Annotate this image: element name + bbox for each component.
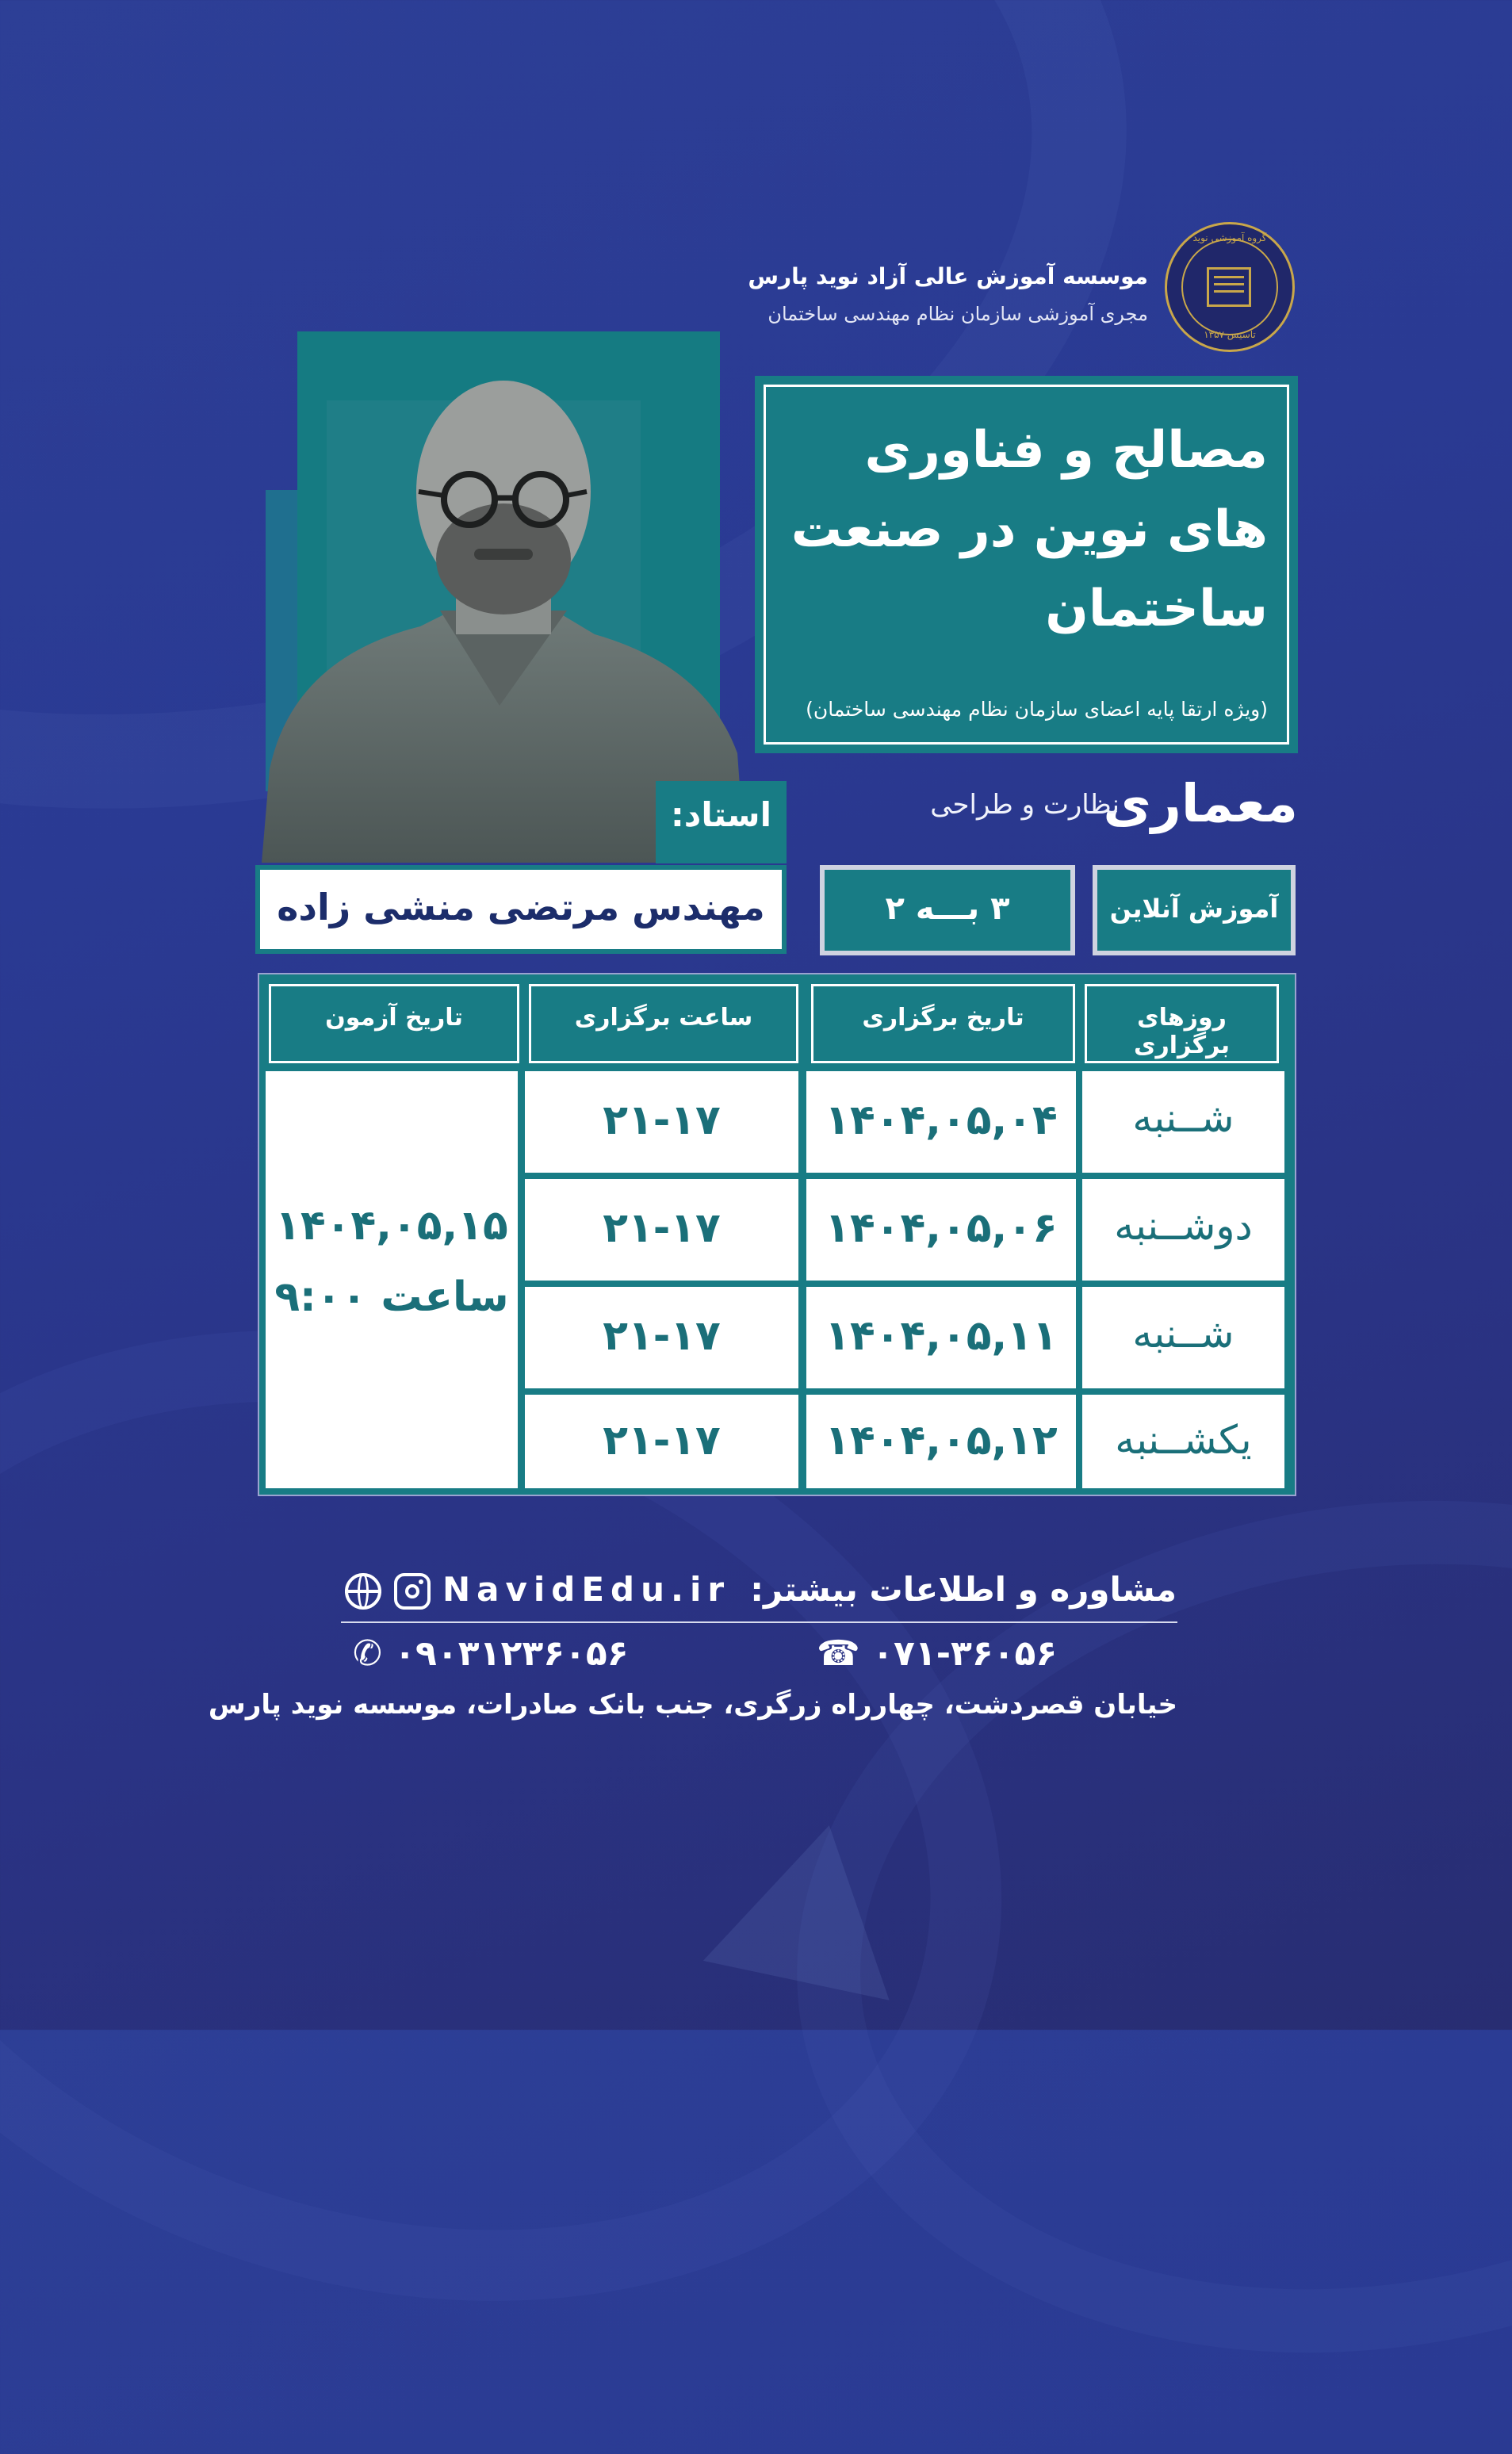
mobile-number: ۰۹۰۳۱۲۳۶۰۵۶ (394, 1633, 629, 1674)
telephone-icon: ☎ (817, 1633, 860, 1674)
table-row-3-day (1082, 1287, 1284, 1388)
course-field: معماری (1103, 773, 1298, 834)
course-note: (ویژه ارتقا پایه اعضای سازمان نظام مهندسی ساختمان) (806, 698, 1268, 721)
exam-time: ساعت ۹:۰۰ (274, 1273, 509, 1321)
table-row-2-time (525, 1179, 798, 1281)
institute-subtitle: مجری آموزشی سازمان نظام مهندسی ساختمان (767, 303, 1148, 325)
table-row-4-date (806, 1395, 1076, 1488)
day-label: شــنبه (1132, 1095, 1234, 1141)
header-exam-label: تاریخ آزمون (325, 1004, 463, 1032)
institute-logo (1165, 222, 1295, 352)
time-value: ۲۱-۱۷ (603, 1204, 721, 1252)
date-value: ۱۴۰۴,۰۵,۰۶ (825, 1204, 1058, 1252)
date-value: ۱۴۰۴,۰۵,۱۱ (825, 1312, 1058, 1360)
day-label: دوشــنبه (1114, 1203, 1253, 1249)
logo-book-icon (1207, 267, 1251, 307)
website-link[interactable]: NavidEdu.ir (442, 1570, 731, 1609)
logo-ring (1181, 239, 1278, 335)
header-days-label: روزهای برگزاری (1133, 1004, 1231, 1059)
mobile-row[interactable] (353, 1633, 629, 1674)
course-field-sub: نظارت و طراحی (930, 789, 1120, 821)
landline-number: ۰۷۱-۳۶۰۵۶ (872, 1633, 1058, 1674)
header-date-label: تاریخ برگزاری (862, 1004, 1024, 1032)
header-time-label: ساعت برگزاری (574, 1004, 753, 1032)
mode-badge (1093, 865, 1296, 955)
table-row-2-date (806, 1179, 1076, 1281)
table-row-3-date (806, 1287, 1076, 1388)
header-time (529, 984, 798, 1063)
date-value: ۱۴۰۴,۰۵,۰۴ (825, 1097, 1058, 1144)
day-label: یکشــنبه (1115, 1417, 1252, 1463)
landline-row[interactable] (817, 1633, 1057, 1674)
time-value: ۲۱-۱۷ (603, 1312, 721, 1360)
table-row-4-time (525, 1395, 798, 1488)
ratio-label: ۳ بـــه ۲ (885, 890, 1010, 927)
phone-icon: ✆ (353, 1633, 382, 1674)
consult-label: مشاوره و اطلاعات بیشتر: (750, 1570, 1177, 1609)
header-date (811, 984, 1075, 1063)
course-title-box (755, 376, 1298, 753)
instructor-label: استاد: (671, 795, 771, 834)
logo-text-top: گروه آموزشی نوید (1192, 232, 1267, 243)
table-row-4-day (1082, 1395, 1284, 1488)
time-value: ۲۱-۱۷ (603, 1097, 721, 1144)
header-days (1085, 984, 1279, 1063)
course-title: مصالح و فناوری های نوین در صنعت ساختمان (790, 421, 1268, 638)
table-row-1-date (806, 1071, 1076, 1173)
schedule-table (258, 973, 1296, 1496)
table-row-1-day (1082, 1071, 1284, 1173)
instagram-icon (394, 1573, 431, 1610)
logo-text-bottom: تاسیس ۱۳۵۷ (1204, 329, 1256, 340)
footer-divider (341, 1621, 1177, 1623)
exam-date: ۱۴۰۴,۰۵,۱۵ (275, 1202, 508, 1250)
table-row-3-time (525, 1287, 798, 1388)
table-row-2-day (1082, 1179, 1284, 1281)
instructor-name: مهندس مرتضی منشی زاده (277, 886, 765, 928)
address: خیابان قصردشت، چهارراه زرگری، جنب بانک صادرات، موسسه نوید پارس (208, 1689, 1177, 1721)
time-value: ۲۱-۱۷ (603, 1417, 721, 1464)
exam-cell (266, 1071, 518, 1488)
date-value: ۱۴۰۴,۰۵,۱۲ (825, 1417, 1058, 1464)
course-title-frame (764, 385, 1289, 745)
instructor-name-box (255, 865, 787, 954)
mode-label: آموزش آنلاین (1109, 894, 1279, 924)
ratio-badge (820, 865, 1075, 955)
table-row-1-time (525, 1071, 798, 1173)
background-triangle (703, 1805, 922, 2000)
day-label: شــنبه (1132, 1311, 1234, 1357)
institute-name: موسسه آموزش عالی آزاد نوید پارس (748, 263, 1148, 289)
header-exam (269, 984, 519, 1063)
instructor-label-tab (656, 781, 787, 863)
globe-icon (345, 1573, 381, 1610)
